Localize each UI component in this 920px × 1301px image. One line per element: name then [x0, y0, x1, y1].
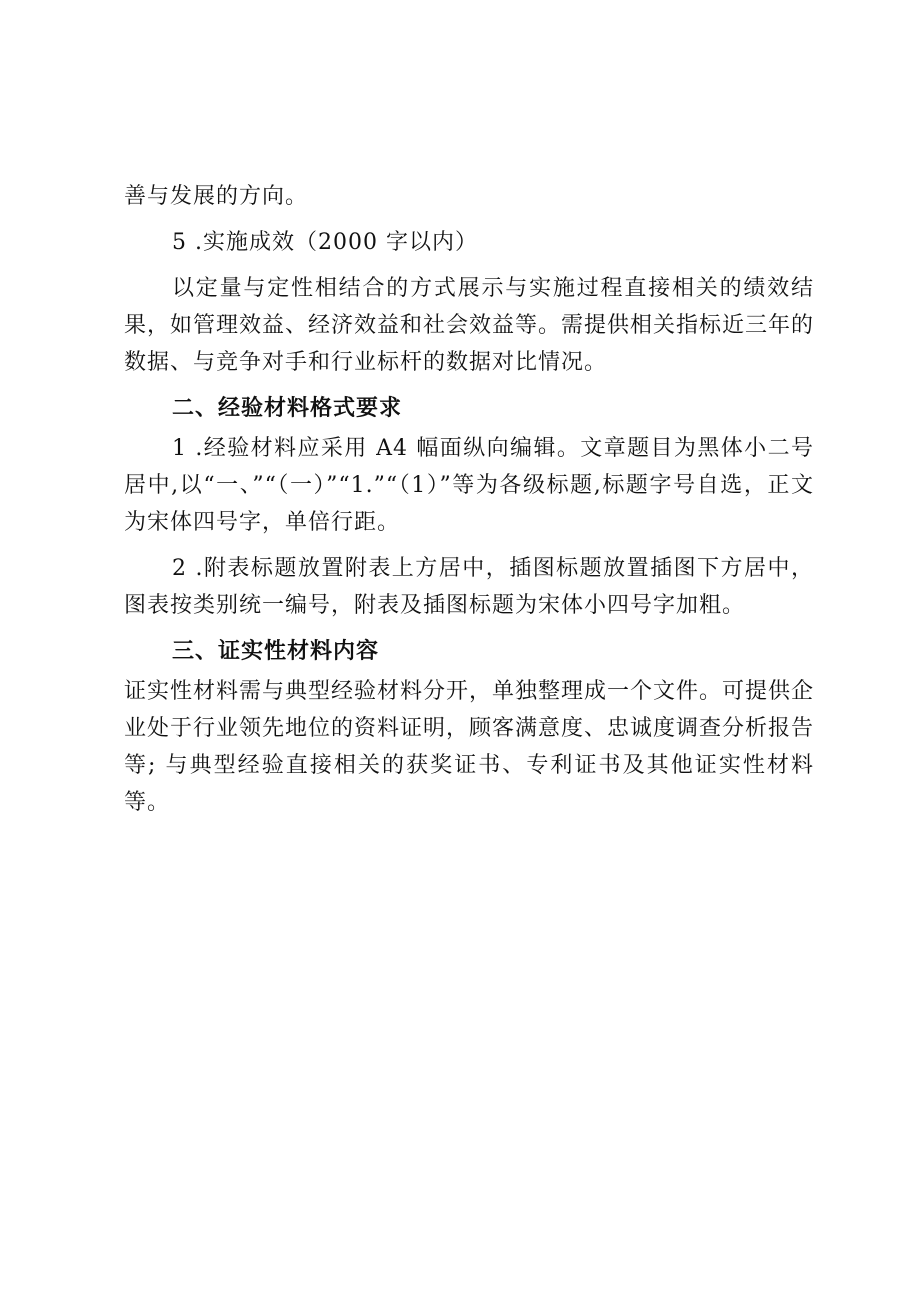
paragraph-format-item-2: 2 .附表标题放置附表上方居中，插图标题放置插图下方居中，图表按类别统一编号，附表及插图标题为宋体小四号字加粗。	[124, 556, 814, 618]
section-heading-format-requirements: 二、经验材料格式要求	[172, 396, 403, 421]
subheading-implementation-results: 5 .实施成效（2000 字以内）	[172, 230, 478, 255]
document-body	[124, 178, 814, 821]
paragraph-continuation: 善与发展的方向。	[124, 184, 309, 209]
paragraph-implementation-results: 以定量与定性相结合的方式展示与实施过程直接相关的绩效结果，如管理效益、经济效益和社会效益等。需提供相关指标近三年的数据、与竞争对手和行业标杆的数据对比情况。	[124, 276, 815, 375]
section-heading-evidence-materials: 三、证实性材料内容	[172, 639, 380, 664]
paragraph-format-item-1: 1 .经验材料应采用 A4 幅面纵向编辑。文章题目为黑体小二号居中,以“一、”“（一）”“1.”“（1）”等为各级标题,标题字号自选，正文为宋体四号字，单倍行距。	[124, 436, 814, 535]
paragraph-evidence-materials: 证实性材料需与典型经验材料分开，单独整理成一个文件。可提供企业处于行业领先地位的资料证明，顾客满意度、忠诚度调查分析报告等; 与典型经验直接相关的获奖证书、专利证书及其他证实性材料等。	[124, 679, 815, 815]
